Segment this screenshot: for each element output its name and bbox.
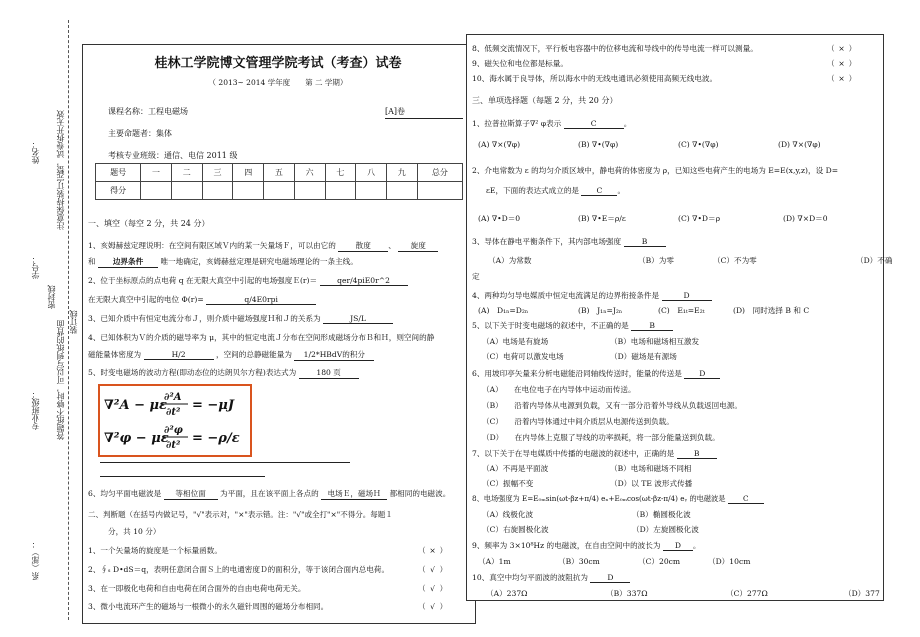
mc-option[interactable]: （A）线极化波 — [482, 510, 534, 519]
score-input[interactable] — [294, 182, 325, 200]
mc-q7-answer[interactable]: B — [677, 449, 717, 459]
fill-q1-answer-2[interactable]: 旋度 — [398, 240, 438, 252]
mc-q4 — [472, 290, 712, 301]
year-line: （ 2013~ 2014 学年度 第 二 学期） — [208, 78, 348, 87]
fill-q1-text: 1、亥姆赫兹定理说明：在空间有限区域Ｖ内的某一矢量场Ｆ，可以由它的 — [88, 241, 336, 250]
fill-q5-text: 5、时变电磁场的波动方程(即动态位的达朗贝尔方程)表达式为 — [88, 368, 297, 377]
mc-option[interactable]: （B）电场和磁场不同相 — [610, 464, 692, 473]
major-label: 专业班级： — [31, 390, 40, 430]
eq1-rhs: = −μJ — [192, 398, 234, 413]
score-input[interactable] — [233, 182, 264, 200]
mc-option[interactable]: （D）以 TE 波形式传播 — [610, 479, 693, 488]
mc-option[interactable]: （C）277Ω — [726, 589, 768, 598]
score-input[interactable] — [386, 182, 417, 200]
fill-q1-cont — [88, 256, 358, 268]
judge-item — [88, 583, 468, 594]
mc-option[interactable]: （A）1m — [478, 557, 511, 566]
binding-line-label: 装订线 — [69, 310, 78, 334]
score-input[interactable] — [171, 182, 202, 200]
mc-option[interactable]: (B) J₁ₙ=J₂ₙ — [578, 306, 623, 315]
fill-q4: 4、已知体积为Ｖ的介质的磁导率为 μ，其中的恒定电流Ｊ分布在空间形成磁场分布Ｂ和Ｈ，则空间的静 — [88, 333, 435, 342]
mc-option[interactable]: (D) ∇×(∇φ) — [778, 140, 821, 149]
judge-item-mark[interactable]: （ × ） — [418, 546, 448, 555]
mc-q6 — [472, 368, 720, 379]
mc-q3-tail: 定 — [472, 272, 480, 281]
eq1-lhs: ∇²A − με — [104, 398, 167, 413]
fill-q1-and: 和 — [88, 257, 96, 266]
mc-option[interactable]: （C） 沿着内导体通过中间介质层从电源传送到负载。 — [482, 417, 674, 426]
score-cell: 二 — [171, 164, 202, 182]
judge-item-text: 9、磁矢位和电位都是标量。 — [472, 59, 568, 68]
judge-item-mark[interactable]: （ √ ） — [418, 602, 448, 611]
score-cell: 得分 — [96, 182, 141, 200]
fill-q5-blank-line-2[interactable] — [100, 476, 265, 477]
judge-item-text: 2、∮ₛ D•dS＝q，表明任意闭合面Ｓ上的电通密度Ｄ的面积分，等于该闭合面内总电荷。 — [88, 565, 390, 574]
paper-type-underline — [385, 118, 463, 119]
seal-dashed-line — [68, 20, 69, 620]
mc-q7 — [472, 448, 717, 459]
mc-q10-text: 10、真空中均匀平面波的波阻抗为 — [472, 573, 588, 582]
mc-q3-answer[interactable]: B — [624, 237, 666, 247]
mc-q9: 9、频率为 3×10⁸Hz 的电磁波，在自由空间中的波长为 D 。 — [472, 541, 701, 550]
mc-option[interactable]: （C）振幅不变 — [482, 479, 534, 488]
mc-q8-text: 8、电场强度为 E=E₀ₘsin(ωt-βz+π/4) eₓ+E₀ₘcos(ωt-βz-π/4) eᵧ 的电磁波是 — [472, 494, 726, 503]
judge-item — [472, 58, 877, 69]
mc-q3 — [472, 236, 666, 247]
fill-q1-answer-3[interactable]: 边界条件 — [98, 256, 158, 268]
mc-option[interactable]: （B） 沿着内导体从电源到负载，又有一部分沿着外导线从负载返回电源。 — [482, 401, 742, 410]
mc-option[interactable]: （C）20cm — [638, 557, 681, 566]
exam-title: 桂林工学院博文管理学院考试（考查）试卷 — [154, 56, 402, 71]
fill-q1: 1、亥姆赫兹定理说明：在空间有限区域Ｖ内的某一矢量场Ｆ，可以由它的 散度 、 旋度 — [88, 240, 438, 252]
mc-option[interactable]: (C) E₁ₜ=E₂ₜ — [658, 306, 705, 315]
score-table-row — [96, 182, 463, 200]
fill-q2-answer-1[interactable]: qer/4piE0r^2 — [320, 276, 408, 286]
mc-q1: 1、拉普拉斯算子∇² φ表示 C 。 — [472, 119, 632, 128]
mc-option[interactable]: （D）377 — [844, 589, 880, 598]
score-cell: 八 — [356, 164, 387, 182]
eq1-num: ∂²A — [164, 392, 182, 403]
binding-note-1: 注意保持装订完整，试卷拆开无效 — [56, 110, 65, 230]
judge-item — [88, 601, 468, 612]
dept-label: 系（部）： — [31, 540, 40, 580]
fill-q2-cont — [88, 294, 316, 305]
mc-q4-answer[interactable]: D — [662, 291, 712, 301]
fill-q1-text-2: 唯一地确定，亥姆赫兹定理是研究电磁场理论的一条主线。 — [160, 257, 358, 266]
judge-item-text: 8、低频交流情况下，平行板电容器中的位移电流和导线中的传导电流一样可以测量。 — [472, 44, 758, 53]
mc-option[interactable]: （D）磁场是有源场 — [610, 352, 677, 361]
mc-q5 — [472, 320, 673, 331]
mc-q2-text: εE，下面的表达式成立的是 — [486, 186, 580, 195]
mc-option[interactable]: （B）30cm — [558, 557, 600, 566]
judge-heading: 二、判断题（在括号内做记号，"√"表示对，"×"表示错。注："√"或全打"×"不得分。每题１ — [88, 510, 393, 519]
mc-option[interactable]: （C）电荷可以激发电场 — [482, 352, 564, 361]
score-input[interactable] — [202, 182, 233, 200]
judge-item — [88, 564, 468, 575]
fill-q3-text: 3、已知介质中有恒定电流分布Ｊ，则介质中磁场强度Ｈ和Ｊ的关系为 — [88, 314, 321, 323]
mc-q3-text: 3、导体在静电平衡条件下，其内部电场强度 — [472, 237, 622, 246]
eq2-den: ∂t² — [166, 440, 181, 451]
mc-option[interactable]: (D) 同时选择 B 和 C — [733, 306, 810, 315]
fill-q5 — [88, 367, 359, 379]
mc-option[interactable]: （B）椭圆极化波 — [632, 510, 691, 519]
fill-q5-answer[interactable]: 180 页 — [299, 367, 359, 379]
fill-q4-text-3: ，空间的总静磁能量为 — [216, 350, 292, 359]
mc-option[interactable]: （C）不为零 — [713, 256, 757, 265]
mc-q1-answer[interactable]: C — [564, 119, 624, 129]
fill-q6 — [88, 488, 450, 500]
score-cell: 三 — [202, 164, 233, 182]
mc-option[interactable]: (A) ∇×(∇φ) — [478, 140, 521, 149]
mc-q6-answer[interactable]: D — [684, 369, 720, 379]
paper-type: [A]卷 — [385, 107, 406, 116]
score-input[interactable] — [325, 182, 356, 200]
mc-option[interactable]: （D）左旋圆极化波 — [632, 525, 699, 534]
fill-q3-answer[interactable]: JS/L — [323, 314, 393, 324]
judge-item — [472, 73, 877, 84]
fill-heading: 一、填空（每空 2 分，共 24 分） — [88, 219, 210, 228]
mc-q4-text: 4、两种均匀导电媒质中恒定电流满足的边界衔接条件是 — [472, 291, 660, 300]
score-cell: 一 — [141, 164, 172, 182]
mc-option[interactable]: （D） 在内导体上克服了导线的功率损耗，将一部分能量送到负载。 — [482, 433, 720, 442]
mc-option[interactable]: (A) ∇•D＝0 — [478, 214, 521, 223]
mc-option[interactable]: （D）10cm — [708, 557, 751, 566]
mc-option[interactable]: (C) ∇•(∇φ) — [678, 140, 719, 149]
mc-q10 — [472, 572, 630, 583]
mc-option[interactable]: （A） 在电位电子在内导体中运动而传送。 — [482, 385, 636, 394]
seal-line-label: 密封线 — [47, 285, 56, 309]
eq2-num: ∂²φ — [164, 425, 183, 436]
mc-q10-answer[interactable]: D — [590, 573, 630, 583]
score-cell: 六 — [294, 164, 325, 182]
student-no-label: 学号： — [31, 255, 40, 279]
mc-option[interactable]: （D）不确 — [856, 256, 893, 265]
mc-q2: 2、介电常数为 ε 的均匀介质区域中，静电荷的体密度为 ρ，已知这些电荷产生的电场为 E=E(x,y,z)，设 D= — [472, 166, 839, 175]
fill-q6-answer-1[interactable]: 等相位面 — [164, 488, 218, 500]
judge-item-mark[interactable]: （ × ） — [827, 59, 857, 68]
fill-q2 — [88, 275, 408, 286]
mc-q2-cont: εE，下面的表达式成立的是 C 。 — [486, 186, 626, 195]
score-input[interactable] — [356, 182, 387, 200]
mc-option[interactable]: （A）电场是有旋场 — [482, 337, 549, 346]
judge-item — [472, 43, 877, 54]
mc-option[interactable]: (A) D₁ₙ=D₂ₙ — [478, 306, 529, 315]
judge-item-mark[interactable]: （ × ） — [827, 74, 857, 83]
mc-option[interactable]: (B) ∇•(∇φ) — [578, 140, 619, 149]
mc-option[interactable]: （A）为常数 — [488, 256, 532, 265]
judge-item-text: 3、微小电流环产生的磁场与一根微小的永久磁针周围的磁场分布相同。 — [88, 602, 329, 611]
mc-q9-answer[interactable]: D — [663, 541, 693, 551]
mc-q2-answer[interactable]: C — [581, 186, 617, 196]
score-cell: 四 — [233, 164, 264, 182]
score-cell: 五 — [264, 164, 295, 182]
mc-q6-text: 6、用坡印亭矢量来分析电磁能沿同轴线传送时，能量的传送是 — [472, 369, 682, 378]
fill-q2-answer-2[interactable]: q/4E0rpi — [206, 295, 316, 305]
fill-q4-text-2: 磁能量体密度为 — [88, 350, 142, 359]
fill-q6-text: 6、均匀平面电磁波是 — [88, 489, 162, 498]
mc-option[interactable]: （B）为零 — [638, 256, 674, 265]
mc-q5-answer[interactable]: B — [631, 321, 673, 331]
mc-option[interactable]: （B）337Ω — [606, 589, 648, 598]
judge-item-mark[interactable]: （ × ） — [827, 44, 857, 53]
mc-option[interactable]: （C）右旋圆极化波 — [482, 525, 549, 534]
fill-q2-text-2: 在无限大真空中引起的电位 Φ(r)= — [88, 295, 204, 304]
mc-q9-text: 9、频率为 3×10⁸Hz 的电磁波，在自由空间中的波长为 — [472, 541, 661, 550]
fill-q4-cont — [88, 349, 374, 361]
fill-q5-blank-line[interactable] — [100, 462, 350, 463]
eq2-lhs: ∇²φ − με — [104, 431, 169, 446]
score-cell: 七 — [325, 164, 356, 182]
mc-option[interactable]: (B) ∇•E＝ρ/ε — [578, 214, 626, 223]
fill-q6-answer-2[interactable]: 电场Ｅ，磁场Ｈ — [321, 488, 387, 500]
judge-item-mark[interactable]: （ √ ） — [418, 565, 448, 574]
mc-q8-answer[interactable]: C — [728, 494, 764, 504]
judge-heading-2: 分，共 10 分） — [108, 527, 161, 536]
binding-note-2: 答题纸不够时，可以写到纸的背面 — [56, 320, 65, 440]
eq1-den: ∂t² — [166, 407, 181, 418]
judge-item-text: 1、一个矢量场的旋度是一个标量函数。 — [88, 546, 222, 555]
name-label: 姓名： — [31, 140, 40, 164]
mc-heading: 三、单项选择题（每题 2 分，共 20 分） — [472, 96, 618, 105]
mc-option[interactable]: （A）237Ω — [486, 589, 528, 598]
fill-q6-text-2: 为平面，且在该平面上各点的 — [220, 489, 319, 498]
wave-equations — [100, 386, 250, 455]
mc-q7-text: 7、以下关于在导电媒质中传播的电磁波的叙述中，正确的是 — [472, 449, 675, 458]
judge-item-mark[interactable]: （ √ ） — [418, 584, 448, 593]
score-input[interactable] — [417, 182, 462, 200]
judge-item — [88, 545, 468, 556]
wave-equation-box — [98, 384, 252, 457]
fill-q1-answer-1[interactable]: 散度 — [338, 240, 388, 252]
score-input[interactable] — [141, 182, 172, 200]
mc-option[interactable]: （A）不再是平面波 — [482, 464, 549, 473]
score-table — [95, 163, 463, 200]
mc-option[interactable]: (D) ∇×D＝0 — [783, 214, 828, 223]
score-cell: 九 — [386, 164, 417, 182]
eq2-rhs: = −ρ/ε — [192, 431, 240, 446]
score-cell: 题号 — [96, 164, 141, 182]
score-cell: 总分 — [417, 164, 462, 182]
teacher-label: 主要命题者：集体 — [108, 129, 172, 138]
mc-option[interactable]: (C) ∇•D＝ρ — [678, 214, 721, 223]
judge-item-text: 3、在一即极化电荷和自由电荷在闭合面外的自由电荷电荷无关。 — [88, 584, 306, 593]
fill-q2-text: 2、位于坐标原点的点电荷 q 在无限大真空中引起的电场强度Ｅ(r)＝ — [88, 276, 318, 285]
fill-q4-answer-1[interactable]: H/2 — [144, 350, 214, 360]
mc-q5-text: 5、以下关于时变电磁场的叙述中，不正确的是 — [472, 321, 629, 330]
score-input[interactable] — [264, 182, 295, 200]
judge-item-text: 10、海水属于良导体，所以海水中的无线电通讯必须使用高频无线电波。 — [472, 74, 718, 83]
course-name: 课程名称：工程电磁场 — [108, 107, 188, 116]
mc-q8 — [472, 494, 764, 504]
fill-q3 — [88, 313, 393, 324]
fill-q6-text-3: 都相同的电磁波。 — [389, 489, 451, 498]
fill-q4-answer-2[interactable]: 1/2*HBdV的积分 — [294, 349, 374, 361]
classes-label: 考核专业班级：通信、电信 2011 级 — [108, 151, 238, 160]
mc-option[interactable]: （B）电场和磁场相互激发 — [610, 337, 700, 346]
mc-q1-text: 1、拉普拉斯算子∇² φ表示 — [472, 119, 562, 128]
score-table-row — [96, 164, 463, 182]
